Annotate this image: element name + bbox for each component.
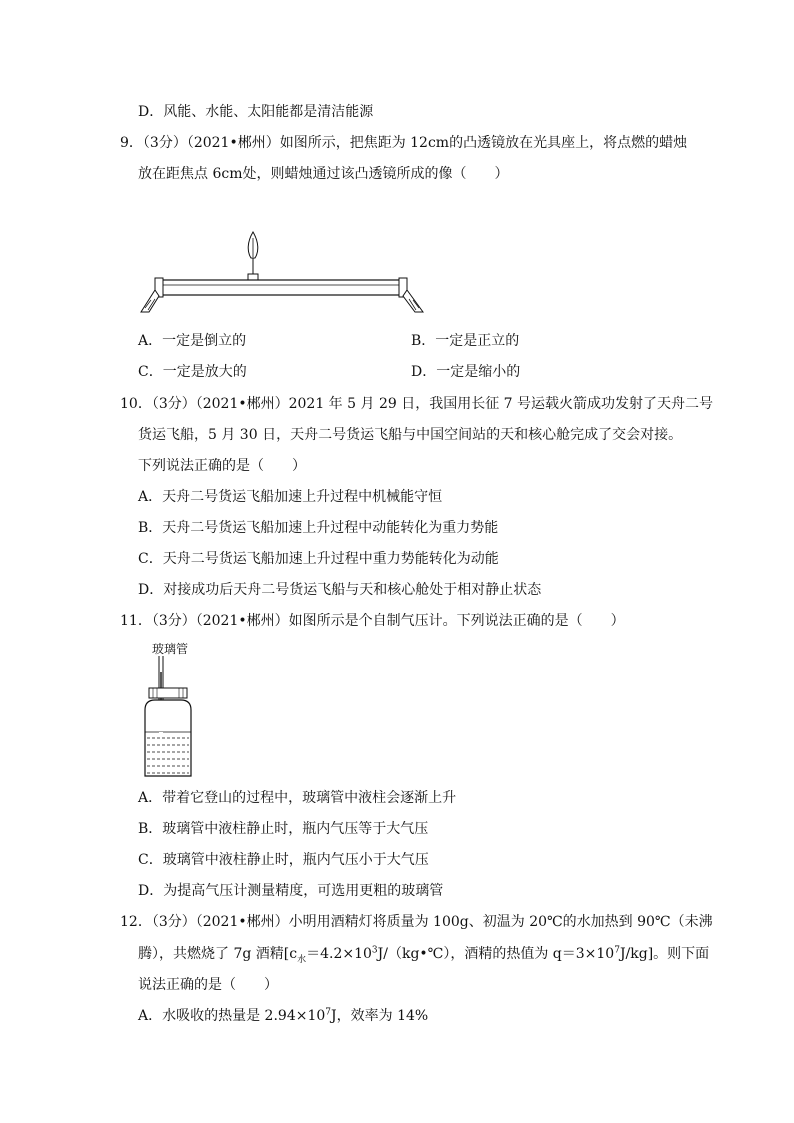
q11-option-c: C．玻璃管中液柱静止时，瓶内气压小于大气压: [138, 852, 429, 868]
q10-stem-line2: 货运飞船，5 月 30 日，天舟二号货运飞船与中国空间站的天和核心舱完成了交会对接。: [138, 427, 683, 443]
q10-option-b: B．天舟二号货运飞船加速上升过程中动能转化为重力势能: [138, 520, 499, 536]
q9-option-d: D．一定是缩小的: [411, 364, 521, 380]
q10-option-d: D．对接成功后天舟二号货运飞船与天和核心舱处于相对静止状态: [138, 582, 542, 598]
q11-stem-line1: 11．（3分）（2021•郴州）如图所示是个自制气压计。下列说法正确的是（ ）: [120, 613, 625, 629]
q10-option-c: C．天舟二号货运飞船加速上升过程中重力势能转化为动能: [138, 551, 499, 567]
q12-stem-line1: 12．（3分）（2021•郴州）小明用酒精灯将质量为 100g、初温为 20℃的水加热到 90℃（未沸: [120, 914, 713, 930]
optical-bench-figure: [135, 228, 435, 318]
q9-option-c: C．一定是放大的: [138, 364, 247, 380]
q9-option-a: A．一定是倒立的: [138, 333, 247, 349]
prev-option-d: D．风能、水能、太阳能都是清洁能源: [138, 104, 374, 120]
barometer-figure: [135, 656, 205, 782]
q9-stem-line1: 9．（3分）（2021•郴州）如图所示，把焦距为 12cm的凸透镜放在光具座上，将点燃的蜡烛: [120, 135, 688, 151]
q12-stem-line3: 说法正确的是（ ）: [138, 977, 278, 993]
q10-option-a: A．天舟二号货运飞船加速上升过程中机械能守恒: [138, 489, 443, 505]
q12-option-a: A．水吸收的热量是 $2.94\times 10^7J$，效率为 14%: [138, 1007, 429, 1024]
q11-option-b: B．玻璃管中液柱静止时，瓶内气压等于大气压: [138, 821, 429, 837]
q10-stem-line1: 10．（3分）（2021•郴州）2021 年 5 月 29 日，我国用长征 7 号运载火箭成功发射了天舟二号: [120, 396, 714, 412]
q11-option-d: D．为提高气压计测量精度，可选用更粗的玻璃管: [138, 883, 444, 899]
q11-figure-label: 玻璃管: [152, 642, 189, 656]
q12-stem-line2: 腾），共燃烧了 7g 酒精[$c_水=4.2\times 10^3J/(kg•℃)$，酒精的热值为 $q=3\times 10^7J/kg$]。则下面: [138, 945, 710, 965]
q10-stem-line3: 下列说法正确的是（ ）: [138, 458, 306, 474]
q9-stem-line2: 放在距焦点 6cm处，则蜡烛通过该凸透镜所成的像（ ）: [138, 166, 509, 182]
q9-option-b: B．一定是正立的: [411, 333, 520, 349]
q11-option-a: A．带着它登山的过程中，玻璃管中液柱会逐渐上升: [138, 790, 457, 806]
